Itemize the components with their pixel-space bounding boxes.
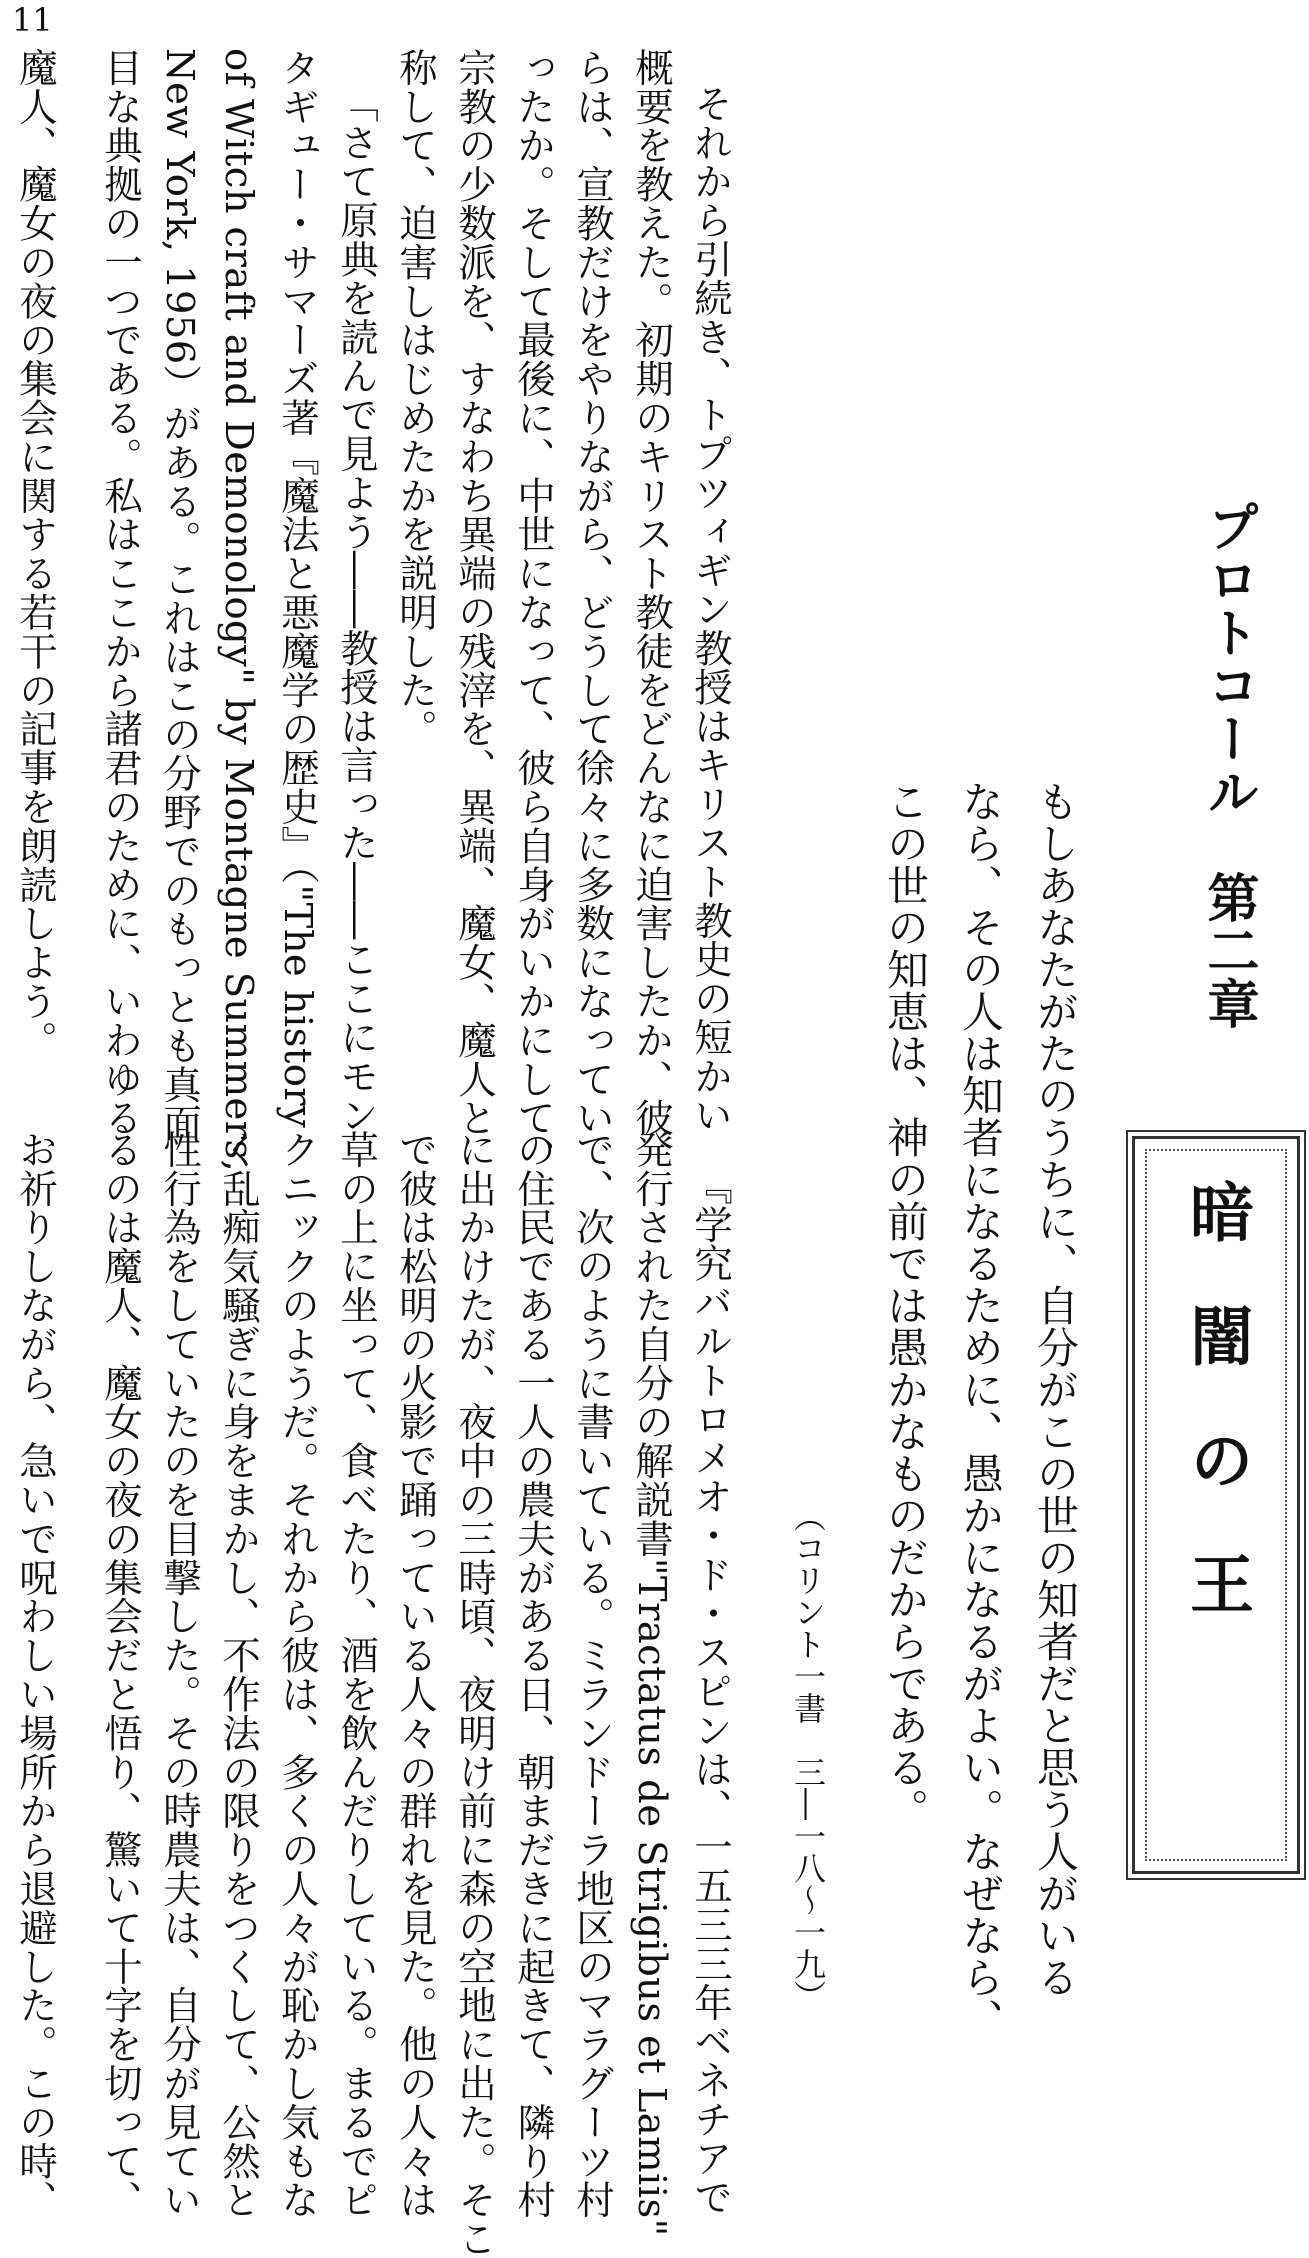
lower-text-line: の住民である一人の農夫がある日、朝まだきに起きて、隣り村	[511, 1130, 556, 2220]
lower-text-line: で彼は松明の火影で踊っている人々の群れを見た。他の人々は	[393, 1130, 438, 2220]
upper-text-line: 「さて原典を読んで見よう――教授は言った――ここにモン	[334, 84, 379, 1135]
upper-text-line: らは、宣教だけをやりながら、どうして徐々に多数になってい	[570, 48, 615, 1138]
chapter-title: 暗闇の王	[1179, 1179, 1253, 1675]
lower-text-line: に出かけたが、夜中の三時頃、夜明け前に森の空地に出た。そこ	[452, 1130, 497, 2258]
lower-text-line: るのは魔人、魔女の夜の集会だと悟り、驚いて十字を切って、	[98, 1130, 143, 2220]
lower-text-line: 草の上に坐って、食べたり、酒を飲んだりしている。まるでピ	[334, 1130, 379, 2220]
upper-text-line: of Witch craft and Demonology" by Montagne Summers,	[216, 48, 261, 1173]
chapter-heading: プロトコール 第二章	[1198, 500, 1258, 1030]
page-number: 11	[12, 1, 53, 39]
lower-text-line: で、次のように書いている。ミランドーラ地区のマラグーツ村	[570, 1130, 615, 2220]
epigraph-line: もしあなたがたのうちに、自分がこの世の知者だと思う人がいる	[1031, 780, 1080, 1998]
upper-text-line: 概要を教えた。初期のキリスト教徒をどんなに迫害したか、彼	[629, 48, 674, 1138]
epigraph-source: （コリント一書 三―一八～一九）	[789, 1500, 827, 2012]
upper-text-line: 魔人、魔女の夜の集会に関する若干の記事を朗読しよう。	[13, 48, 58, 1060]
lower-text-line: 発行された自分の解説書"Tractatus de Strigibus et Lamiis"	[629, 1130, 674, 2237]
lower-text-line: 『学究バルトロメオ・ド・スピンは、一五三三年ベネチアで	[688, 1166, 733, 2217]
lower-text-line: 性行為をしていたのを目撃した。その時農夫は、自分が見てい	[157, 1130, 202, 2220]
upper-text-line: タギュー・サマーズ著『魔法と悪魔学の歴史』（"The history	[275, 48, 320, 1129]
upper-text-line: New York, 1956）がある。これはこの分野でのもっとも真面	[157, 48, 202, 1143]
epigraph-line: なら、その人は知者になるために、愚かになるがよい。なぜなら、	[956, 780, 1005, 2040]
upper-text-line: ったか。そして最後に、中世になって、彼ら自身がいかにして、	[511, 48, 556, 1177]
upper-text-line: それから引続き、トプツィギン教授はキリスト教史の短かい	[688, 84, 733, 1135]
epigraph-line: この世の知恵は、神の前では愚かなものだからである。	[881, 780, 930, 1830]
upper-text-line: 称して、迫害しはじめたかを説明した。	[393, 48, 438, 749]
upper-text-line: 宗教の少数派を、すなわち異端の残滓を、異端、魔女、魔人と	[452, 48, 497, 1138]
chapter-title-box	[1132, 1136, 1300, 1874]
lower-text-line: お祈りしながら、急いで呪わしい場所から退避した。この時、	[13, 1130, 58, 2220]
lower-text-line: く乱痴気騒ぎに身をまかし、不作法の限りをつくして、公然と	[216, 1130, 261, 2220]
upper-text-line: 目な典拠の一つである。私はここから諸君のために、いわゆる	[98, 48, 143, 1138]
lower-text-line: クニックのようだ。それから彼は、多くの人々が恥かし気もな	[275, 1130, 320, 2220]
